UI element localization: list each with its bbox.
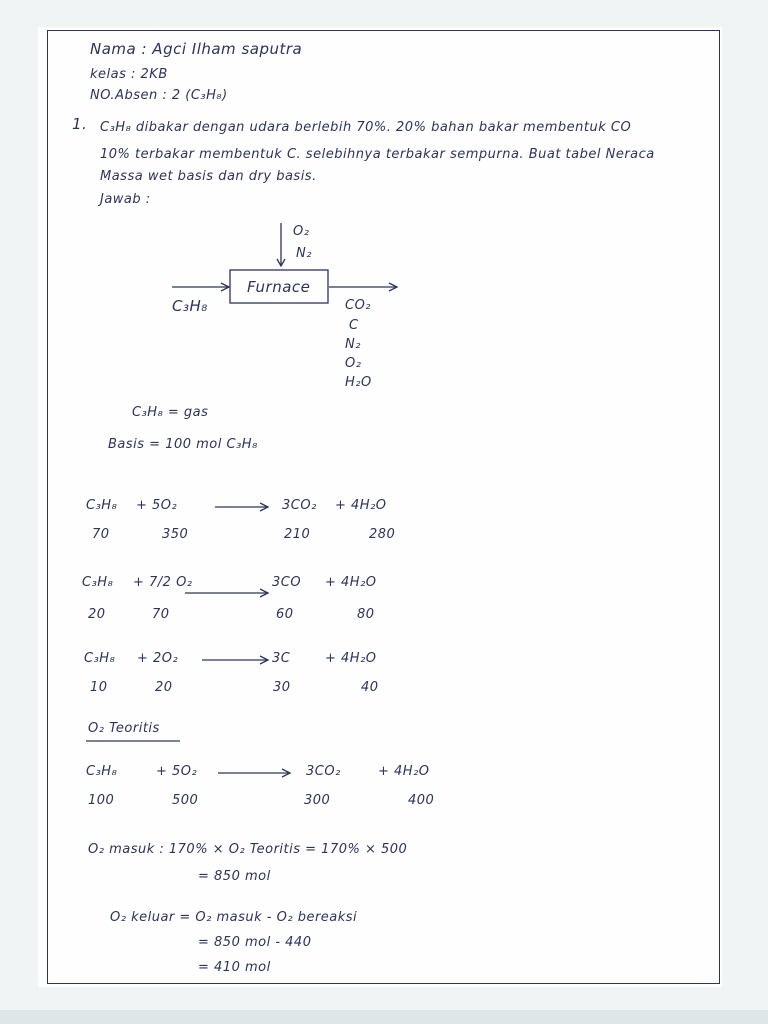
teoritis-product1: 3CO₂ bbox=[306, 764, 341, 779]
feed-label: C₃H₈ bbox=[172, 297, 208, 315]
furnace-label: Furnace bbox=[247, 278, 311, 296]
reaction3-oxygen: + 2O₂ bbox=[137, 651, 179, 666]
reaction2-mol-3: 60 bbox=[276, 607, 294, 622]
reaction1-mol-3: 210 bbox=[284, 527, 311, 542]
output-co2: CO₂ bbox=[345, 298, 372, 313]
reaction1-mol-2: 350 bbox=[162, 527, 189, 542]
reaction3-product2: + 4H₂O bbox=[325, 651, 377, 666]
o2-keluar-line-2: = 850 mol - 440 bbox=[198, 935, 312, 950]
input-n2-label: N₂ bbox=[296, 246, 312, 261]
reaction1-oxygen: + 5O₂ bbox=[136, 498, 178, 513]
reaction2-mol-2: 70 bbox=[152, 607, 170, 622]
class-line: kelas : 2KB bbox=[90, 67, 168, 82]
reaction3-product1: 3C bbox=[272, 651, 291, 666]
teoritis-mol-4: 400 bbox=[408, 793, 435, 808]
absen-line: NO.Absen : 2 (C₃H₈) bbox=[90, 88, 228, 103]
teoritis-mol-1: 100 bbox=[88, 793, 115, 808]
teoritis-reactant: C₃H₈ bbox=[86, 764, 118, 779]
reaction1-product1: 3CO₂ bbox=[282, 498, 317, 513]
reaction2-reactant: C₃H₈ bbox=[82, 575, 114, 590]
reaction1-mol-1: 70 bbox=[92, 527, 110, 542]
reaction3-mol-2: 20 bbox=[155, 680, 173, 695]
reaction3-mol-3: 30 bbox=[273, 680, 291, 695]
reaction2-product2: + 4H₂O bbox=[325, 575, 377, 590]
reaction2-mol-1: 20 bbox=[88, 607, 106, 622]
scan-bottom-edge bbox=[0, 1010, 768, 1024]
problem-line-3: Massa wet basis dan dry basis. bbox=[100, 169, 317, 184]
problem-number: 1. bbox=[72, 115, 88, 133]
reaction2-mol-4: 80 bbox=[357, 607, 375, 622]
reaction1-mol-4: 280 bbox=[369, 527, 396, 542]
reaction2-oxygen: + 7/2 O₂ bbox=[133, 575, 193, 590]
o2-masuk-line-2: = 850 mol bbox=[198, 869, 271, 884]
teoritis-heading: O₂ Teoritis bbox=[88, 721, 160, 736]
problem-line-1: C₃H₈ dibakar dengan udara berlebih 70%. 20% bahan bakar membentuk CO bbox=[100, 120, 632, 135]
reaction3-reactant: C₃H₈ bbox=[84, 651, 116, 666]
answer-label: Jawab : bbox=[100, 192, 151, 207]
name-line: Nama : Agci Ilham saputra bbox=[90, 40, 303, 58]
teoritis-mol-3: 300 bbox=[304, 793, 331, 808]
reaction3-mol-1: 10 bbox=[90, 680, 108, 695]
teoritis-product2: + 4H₂O bbox=[378, 764, 430, 779]
output-h2o: H₂O bbox=[345, 375, 372, 390]
problem-line-2: 10% terbakar membentuk C. selebihnya terbakar sempurna. Buat tabel Neraca bbox=[100, 147, 655, 162]
basis-note: Basis = 100 mol C₃H₈ bbox=[108, 437, 258, 452]
teoritis-mol-2: 500 bbox=[172, 793, 199, 808]
state-note: C₃H₈ = gas bbox=[132, 405, 209, 420]
o2-keluar-line-3: = 410 mol bbox=[198, 960, 271, 975]
input-o2-label: O₂ bbox=[293, 224, 310, 239]
teoritis-oxygen: + 5O₂ bbox=[156, 764, 198, 779]
output-n2: N₂ bbox=[345, 337, 361, 352]
output-c: C bbox=[349, 318, 359, 333]
reaction1-product2: + 4H₂O bbox=[335, 498, 387, 513]
reaction2-product1: 3CO bbox=[272, 575, 302, 590]
reaction3-mol-4: 40 bbox=[361, 680, 379, 695]
output-o2: O₂ bbox=[345, 356, 362, 371]
reaction1-reactant: C₃H₈ bbox=[86, 498, 118, 513]
o2-masuk-line-1: O₂ masuk : 170% × O₂ Teoritis = 170% × 500 bbox=[88, 842, 408, 857]
o2-keluar-line-1: O₂ keluar = O₂ masuk - O₂ bereaksi bbox=[110, 910, 358, 925]
